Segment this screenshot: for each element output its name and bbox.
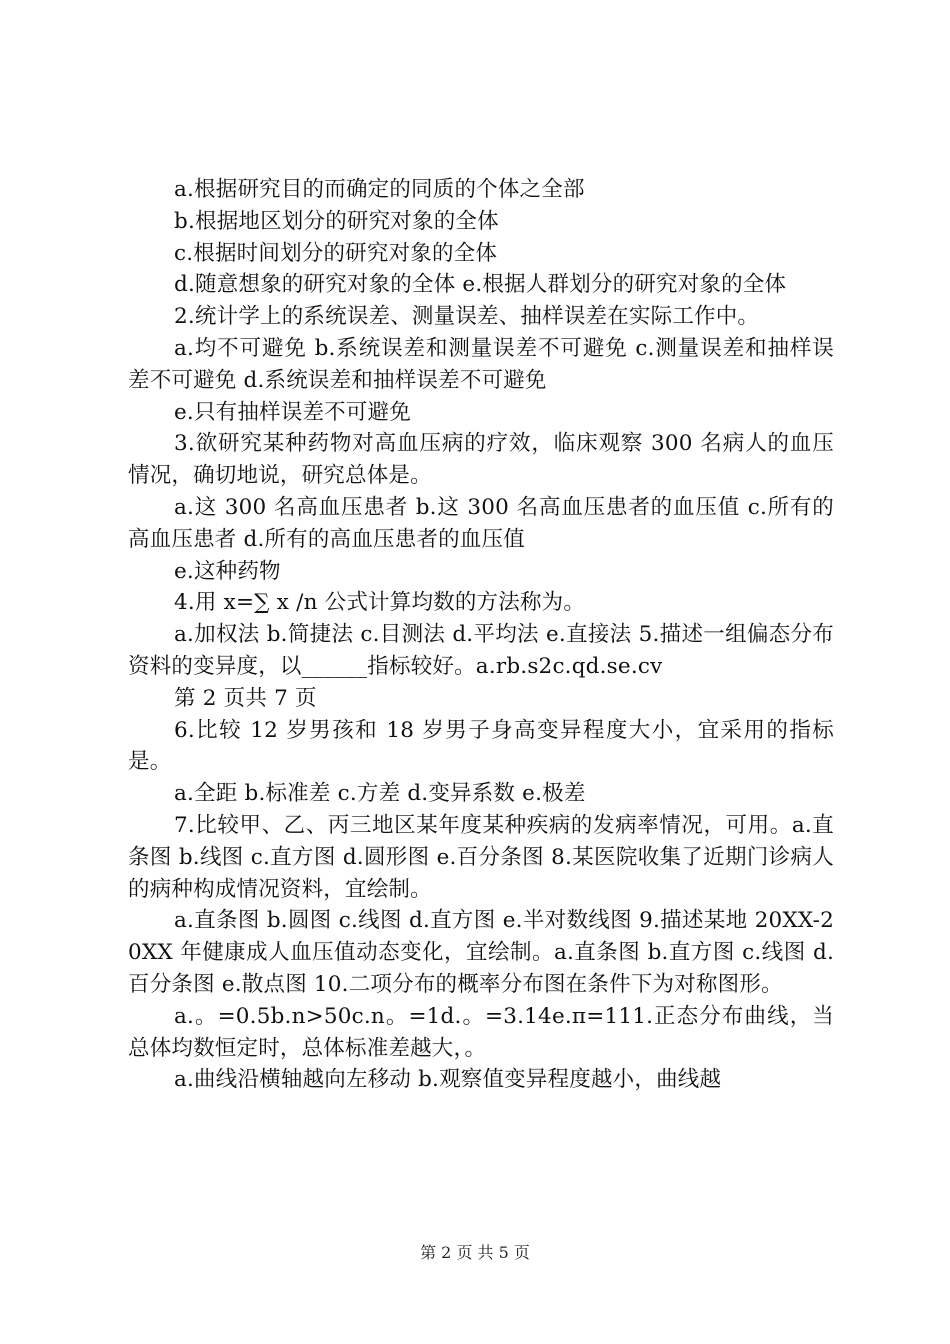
question-6-options-paragraph: a.全距 b.标准差 c.方差 d.变异系数 e.极差 xyxy=(174,781,586,807)
document-body xyxy=(128,174,834,1096)
question-3-paragraph: 3.欲研究某种药物对高血压病的疗效，临床观察 300 名病人的血压情况，确切地说，研究总体是。 xyxy=(128,431,834,489)
question-2-option-e-paragraph: e.只有抽样误差不可避免 xyxy=(174,399,411,425)
question-4-5-paragraph: a.加权法 b.简捷法 c.目测法 d.平均法 e.直接法 5.描述一组偏态分布资料的变异度，以______指标较好。a.rb.s2c.qd.se.cv xyxy=(128,622,834,679)
question-3-options-paragraph: a.这 300 名高血压患者 b.这 300 名高血压患者的血压值 c.所有的高血压患者 d.所有的高血压患者的血压值 xyxy=(128,494,834,552)
inline-page-marker: 第 2 页共 7 页 xyxy=(174,685,317,711)
option-c-paragraph: c.根据时间划分的研究对象的全体 xyxy=(174,240,498,266)
question-3-option-e-paragraph: e.这种药物 xyxy=(174,558,281,584)
question-2-paragraph: 2.统计学上的系统误差、测量误差、抽样误差在实际工作中。 xyxy=(174,304,760,330)
option-a-paragraph: a.根据研究目的而确定的同质的个体之全部 xyxy=(174,177,585,202)
question-10-11-paragraph: a.。=0.5b.n>50c.n。=1d.。=3.14e.π=111.正态分布曲线，当总体均数恒定时，总体标准差越大，。 xyxy=(128,1003,834,1061)
question-8-10-paragraph: a.直条图 b.圆图 c.线图 d.直方图 e.半对数线图 9.描述某地 20XX-20XX 年健康成人血压值动态变化，宜绘制。a.直条图 b.直方图 c.线图 d.百分条图 e.散点图 10.二项分布的概率分布图在条件下为对称图形。 xyxy=(128,908,834,997)
page-footer: 第 2 页 共 5 页 xyxy=(420,1243,530,1262)
question-2-options-paragraph: a.均不可避免 b.系统误差和测量误差不可避免 c.测量误差和抽样误差不可避免 d.系统误差和抽样误差不可避免 xyxy=(128,335,834,393)
question-4-paragraph: 4.用 x=∑ x /n 公式计算均数的方法称为。 xyxy=(174,590,586,616)
option-b-paragraph: b.根据地区划分的研究对象的全体 xyxy=(174,208,499,234)
option-d-e-paragraph: d.随意想象的研究对象的全体 e.根据人群划分的研究对象的全体 xyxy=(174,272,787,298)
question-11-options-paragraph: a.曲线沿横轴越向左移动 b.观察值变异程度越小，曲线越 xyxy=(174,1067,722,1093)
question-6-paragraph: 6.比较 12 岁男孩和 18 岁男子身高变异程度大小，宜采用的指标是。 xyxy=(128,717,834,775)
question-7-8-paragraph: 7.比较甲、乙、丙三地区某年度某种疾病的发病率情况，可用。a.直条图 b.线图 c.直方图 d.圆形图 e.百分条图 8.某医院收集了近期门诊病人的病种构成情况资料，宜绘制。 xyxy=(128,812,834,902)
